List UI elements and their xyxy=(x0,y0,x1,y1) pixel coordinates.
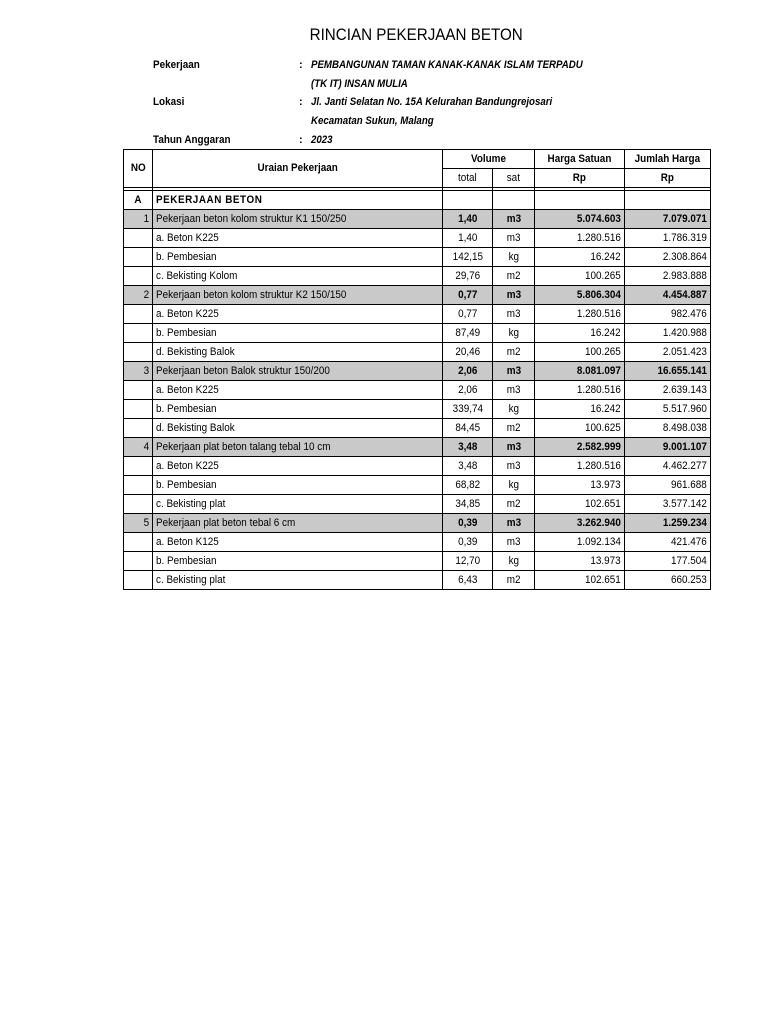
cell-no xyxy=(124,248,153,267)
cell-volume-sat: m3 xyxy=(493,362,535,381)
cell-jumlah-harga: 1.420.988 xyxy=(625,324,711,343)
table-row-sub-item xyxy=(124,419,711,438)
tahun-anggaran-value: 2023 xyxy=(311,134,333,146)
cell-uraian: c. Bekisting plat xyxy=(153,571,443,590)
pekerjaan-colon: : xyxy=(299,59,303,71)
cell-volume-sat: m3 xyxy=(493,210,535,229)
cell-harga-satuan: 1.280.516 xyxy=(535,229,625,248)
header-sat: sat xyxy=(493,169,535,188)
cell-jumlah-harga: 4.462.277 xyxy=(625,457,711,476)
cell-harga-satuan: 1.280.516 xyxy=(535,457,625,476)
header-total: total xyxy=(443,169,493,188)
cell-no xyxy=(124,381,153,400)
header-uraian: Uraian Pekerjaan xyxy=(153,150,443,188)
table-row-sub-item xyxy=(124,457,711,476)
table-row-main-item xyxy=(124,362,711,381)
cell-uraian: Pekerjaan plat beton talang tebal 10 cm xyxy=(153,438,443,457)
cell-jumlah-harga: 2.051.423 xyxy=(625,343,711,362)
cell-harga-satuan: 102.651 xyxy=(535,571,625,590)
cell-harga-satuan: 5.074.603 xyxy=(535,210,625,229)
cell-volume-sat: m2 xyxy=(493,419,535,438)
cell-volume-total: 339,74 xyxy=(443,400,493,419)
cell-harga-satuan: 8.081.097 xyxy=(535,362,625,381)
cell-volume-total: 84,45 xyxy=(443,419,493,438)
cell-uraian: a. Beton K225 xyxy=(153,457,443,476)
cell-volume-total: 3,48 xyxy=(443,457,493,476)
cell-no xyxy=(124,571,153,590)
header-rp-harga: Rp xyxy=(535,169,625,188)
cell-harga-satuan: 1.092.134 xyxy=(535,533,625,552)
cell-volume-sat: m2 xyxy=(493,571,535,590)
cell-harga-satuan: 13.973 xyxy=(535,552,625,571)
pekerjaan-label: Pekerjaan xyxy=(153,59,200,71)
cell-no xyxy=(124,476,153,495)
cell-volume-sat: m3 xyxy=(493,457,535,476)
cell-no: 4 xyxy=(124,438,153,457)
table-row-sub-item xyxy=(124,495,711,514)
cell-uraian: a. Beton K225 xyxy=(153,381,443,400)
cell-harga-satuan: 102.651 xyxy=(535,495,625,514)
cell-volume-total: 3,48 xyxy=(443,438,493,457)
cell-volume-sat: m3 xyxy=(493,533,535,552)
table-row-main-item xyxy=(124,210,711,229)
cell-volume-sat: m3 xyxy=(493,381,535,400)
cell-uraian: a. Beton K225 xyxy=(153,305,443,324)
section-label: PEKERJAAN BETON xyxy=(153,191,443,210)
table-row-sub-item xyxy=(124,248,711,267)
cell-no xyxy=(124,495,153,514)
cell-uraian: b. Pembesian xyxy=(153,324,443,343)
cell-volume-total: 29,76 xyxy=(443,267,493,286)
pekerjaan-value-line-1: PEMBANGUNAN TAMAN KANAK-KANAK ISLAM TERPADU xyxy=(311,59,583,71)
cell-jumlah-harga: 2.639.143 xyxy=(625,381,711,400)
cell-uraian: d. Bekisting Balok xyxy=(153,343,443,362)
cell-no: 1 xyxy=(124,210,153,229)
lokasi-value-line-1: Jl. Janti Selatan No. 15A Kelurahan Bandungrejosari xyxy=(311,96,553,108)
cell-uraian: Pekerjaan beton kolom struktur K2 150/150 xyxy=(153,286,443,305)
cell-volume-total: 2,06 xyxy=(443,362,493,381)
cell-harga-satuan: 100.625 xyxy=(535,419,625,438)
cell-volume-sat: kg xyxy=(493,400,535,419)
cell-jumlah-harga: 1.786.319 xyxy=(625,229,711,248)
cell-harga-satuan: 2.582.999 xyxy=(535,438,625,457)
cell-volume-total: 12,70 xyxy=(443,552,493,571)
cell-volume-sat: kg xyxy=(493,248,535,267)
cell-jumlah-harga: 8.498.038 xyxy=(625,419,711,438)
cell-uraian: b. Pembesian xyxy=(153,400,443,419)
cell-no xyxy=(124,343,153,362)
cell-jumlah-harga: 961.688 xyxy=(625,476,711,495)
cell-uraian: b. Pembesian xyxy=(153,476,443,495)
cell-no xyxy=(124,552,153,571)
table-row-sub-item xyxy=(124,381,711,400)
cell-volume-sat: m3 xyxy=(493,305,535,324)
cell-uraian: d. Bekisting Balok xyxy=(153,419,443,438)
cell-harga-satuan: 1.280.516 xyxy=(535,305,625,324)
cell-uraian: a. Beton K125 xyxy=(153,533,443,552)
cell-no xyxy=(124,324,153,343)
cell-volume-total: 0,77 xyxy=(443,305,493,324)
cell-volume-sat: m2 xyxy=(493,495,535,514)
cell-jumlah-harga: 7.079.071 xyxy=(625,210,711,229)
cell-volume-total: 0,77 xyxy=(443,286,493,305)
cell-uraian: c. Bekisting plat xyxy=(153,495,443,514)
header-jumlah-harga: Jumlah Harga xyxy=(625,150,711,169)
cell-harga-satuan: 16.242 xyxy=(535,324,625,343)
cell-jumlah-harga: 982.476 xyxy=(625,305,711,324)
cell-volume-total: 6,43 xyxy=(443,571,493,590)
cell-jumlah-harga: 2.308.864 xyxy=(625,248,711,267)
cell-volume-total: 0,39 xyxy=(443,514,493,533)
cell-harga-satuan: 100.265 xyxy=(535,267,625,286)
cell-harga-satuan: 13.973 xyxy=(535,476,625,495)
cell-volume-sat: m2 xyxy=(493,343,535,362)
cell-volume-sat: m3 xyxy=(493,286,535,305)
table-row-sub-item xyxy=(124,343,711,362)
cell-uraian: Pekerjaan beton Balok struktur 150/200 xyxy=(153,362,443,381)
cell-uraian: c. Bekisting Kolom xyxy=(153,267,443,286)
cell-jumlah-harga: 4.454.887 xyxy=(625,286,711,305)
table-row-sub-item xyxy=(124,533,711,552)
cell-no xyxy=(124,457,153,476)
cell-volume-total: 20,46 xyxy=(443,343,493,362)
cell-volume-total: 2,06 xyxy=(443,381,493,400)
table-row-sub-item xyxy=(124,476,711,495)
cell-harga-satuan: 100.265 xyxy=(535,343,625,362)
cell-volume-total: 87,49 xyxy=(443,324,493,343)
cell-no xyxy=(124,229,153,248)
lokasi-label: Lokasi xyxy=(153,96,185,108)
rincian-table xyxy=(123,149,711,590)
cell-harga-satuan: 16.242 xyxy=(535,400,625,419)
table-row-main-item xyxy=(124,286,711,305)
section-no: A xyxy=(124,191,153,210)
cell-uraian: Pekerjaan plat beton tebal 6 cm xyxy=(153,514,443,533)
cell-harga-satuan: 5.806.304 xyxy=(535,286,625,305)
section-row xyxy=(124,191,711,210)
cell-no xyxy=(124,267,153,286)
cell-harga-satuan: 16.242 xyxy=(535,248,625,267)
cell-no: 3 xyxy=(124,362,153,381)
cell-uraian: b. Pembesian xyxy=(153,248,443,267)
lokasi-value-line-2: Kecamatan Sukun, Malang xyxy=(311,115,434,127)
cell-volume-sat: kg xyxy=(493,476,535,495)
cell-volume-sat: m3 xyxy=(493,438,535,457)
pekerjaan-value-line-2: (TK IT) INSAN MULIA xyxy=(311,78,408,90)
table-row-sub-item xyxy=(124,305,711,324)
cell-harga-satuan: 3.262.940 xyxy=(535,514,625,533)
cell-jumlah-harga: 1.259.234 xyxy=(625,514,711,533)
cell-no xyxy=(124,533,153,552)
cell-uraian: b. Pembesian xyxy=(153,552,443,571)
cell-volume-total: 1,40 xyxy=(443,210,493,229)
cell-volume-total: 34,85 xyxy=(443,495,493,514)
cell-volume-sat: kg xyxy=(493,552,535,571)
cell-uraian: Pekerjaan beton kolom struktur K1 150/250 xyxy=(153,210,443,229)
cell-jumlah-harga: 16.655.141 xyxy=(625,362,711,381)
cell-volume-sat: m3 xyxy=(493,229,535,248)
cell-harga-satuan: 1.280.516 xyxy=(535,381,625,400)
cell-jumlah-harga: 177.504 xyxy=(625,552,711,571)
cell-jumlah-harga: 660.253 xyxy=(625,571,711,590)
table-row-sub-item xyxy=(124,571,711,590)
project-info xyxy=(0,56,768,151)
cell-volume-sat: m2 xyxy=(493,267,535,286)
header-volume: Volume xyxy=(443,150,535,169)
cell-no: 2 xyxy=(124,286,153,305)
table-row-main-item xyxy=(124,514,711,533)
cell-no xyxy=(124,419,153,438)
cell-jumlah-harga: 2.983.888 xyxy=(625,267,711,286)
lokasi-colon: : xyxy=(299,96,303,108)
cell-volume-sat: m3 xyxy=(493,514,535,533)
tahun-anggaran-label: Tahun Anggaran xyxy=(153,134,231,146)
table-row-sub-item xyxy=(124,324,711,343)
tahun-anggaran-colon: : xyxy=(299,134,303,146)
cell-jumlah-harga: 3.577.142 xyxy=(625,495,711,514)
cell-uraian: a. Beton K225 xyxy=(153,229,443,248)
cell-volume-total: 142,15 xyxy=(443,248,493,267)
document-title: RINCIAN PEKERJAAN BETON xyxy=(309,26,523,44)
cell-no xyxy=(124,400,153,419)
header-no: NO xyxy=(124,150,153,188)
header-harga-satuan: Harga Satuan xyxy=(535,150,625,169)
cell-jumlah-harga: 5.517.960 xyxy=(625,400,711,419)
table-row-main-item xyxy=(124,438,711,457)
table-row-sub-item xyxy=(124,267,711,286)
table-row-sub-item xyxy=(124,400,711,419)
cell-jumlah-harga: 421.476 xyxy=(625,533,711,552)
table-header-row-1 xyxy=(124,150,711,169)
cell-jumlah-harga: 9.001.107 xyxy=(625,438,711,457)
cell-no: 5 xyxy=(124,514,153,533)
cell-volume-total: 68,82 xyxy=(443,476,493,495)
cell-volume-total: 1,40 xyxy=(443,229,493,248)
cell-volume-sat: kg xyxy=(493,324,535,343)
cell-volume-total: 0,39 xyxy=(443,533,493,552)
header-rp-jumlah: Rp xyxy=(625,169,711,188)
table-row-sub-item xyxy=(124,552,711,571)
cell-no xyxy=(124,305,153,324)
table-row-sub-item xyxy=(124,229,711,248)
